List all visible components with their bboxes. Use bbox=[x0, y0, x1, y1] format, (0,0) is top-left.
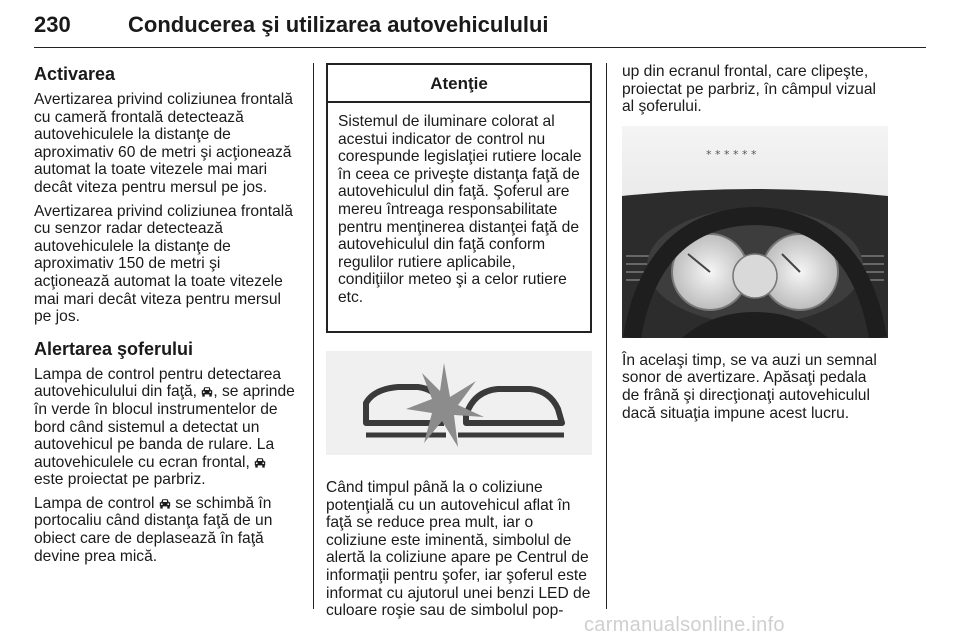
column-3 bbox=[622, 63, 888, 428]
heading-activation: Activarea bbox=[34, 64, 116, 84]
column-divider bbox=[606, 63, 607, 609]
paragraph-sound-warning: În acelaşi timp, se va auzi un semnal sonor de avertizare. Apăsaţi pedala de frână şi direcţionaţi autovehiculul dacă situaţia impune acest lucru. bbox=[622, 351, 877, 422]
svg-text:* * * * * *: * * * * * * bbox=[706, 147, 757, 161]
text-fragment: Lampa de control bbox=[34, 494, 155, 512]
column-1 bbox=[34, 63, 300, 571]
watermark: carmanualsonline.info bbox=[584, 614, 785, 636]
paragraph-collision-time: Când timpul până la o coliziune potenţială cu un autovehicul aflat în faţă se reduce prea mult, iar o coliziune este iminentă, simbolul de alertă la coliziune apare pe Centrul de informaţii pentru şofer, iar şoferul este informat cu ajutorul unei benzi LED de culoare roşie sau de simbolul pop- bbox=[326, 479, 591, 620]
paragraph-radar: Avertizarea privind coliziunea frontală cu senzor radar detectează autovehiculele la distanţe de aproximativ 150 de metri şi acţionează automat la toate vitezele mai mari decât viteza pentru mersul pe jos. bbox=[34, 202, 293, 326]
forward-vehicle-icon bbox=[254, 457, 266, 468]
text-fragment: Lampa de control pentru detectarea autovehiculului din faţă, bbox=[34, 365, 282, 401]
heading-driver-alert: Alertarea şoferului bbox=[34, 338, 194, 359]
dashboard-illustration bbox=[622, 126, 888, 338]
header-rule bbox=[34, 47, 926, 48]
text-fragment: , se aprinde în verde în blocul instrumentelor de bord când sistemul a detectat un autovehicul pe banda de rulare. La autovehiculele cu ecran frontal, bbox=[34, 383, 295, 471]
dashboard-photo bbox=[622, 126, 888, 338]
chapter-title: Conducerea şi utilizarea autovehiculului bbox=[128, 12, 549, 37]
collision-alert-icon bbox=[326, 351, 592, 455]
text-fragment: se schimbă în portocaliu când distanţa faţă de un obiect care de deplasează în faţă devine prea mică. bbox=[34, 494, 273, 565]
paragraph-popup: up din ecranul frontal, care clipeşte, proiectat pe parbriz, în câmpul vizual al şoferului. bbox=[622, 63, 876, 116]
paragraph-camera: Avertizarea privind coliziunea frontală cu cameră frontală detectează autovehiculele la distanţe de aproximativ 60 de metri şi acţionează automat la toate vitezele mai mari decât viteza pentru mersul pe jos. bbox=[34, 91, 293, 196]
collision-alert-figure bbox=[326, 351, 592, 455]
forward-vehicle-icon bbox=[159, 498, 171, 509]
column-2 bbox=[326, 63, 592, 626]
column-divider bbox=[313, 63, 314, 609]
warning-title: Atenţie bbox=[328, 65, 590, 103]
warning-text: Sistemul de iluminare colorat al acestui indicator de control nu corespunde legislaţiei rutiere locale în ceea ce priveşte distanţa faţă de autovehiculul din faţă. Şoferul are mereu întreaga responsabilitate pentru menţinerea distanţei faţă de autovehiculul din faţă conform regulilor rutiere aplicabile, condiţiilor meteo şi a celor rutiere etc. bbox=[338, 113, 582, 306]
page-number: 230 bbox=[34, 12, 71, 37]
paragraph-control-lamp bbox=[34, 366, 300, 489]
paragraph-lamp-orange bbox=[34, 495, 300, 565]
text-fragment: este proiectat pe parbriz. bbox=[34, 471, 206, 489]
forward-vehicle-icon bbox=[201, 386, 213, 397]
page-header bbox=[34, 2, 926, 48]
warning-box bbox=[326, 63, 592, 333]
